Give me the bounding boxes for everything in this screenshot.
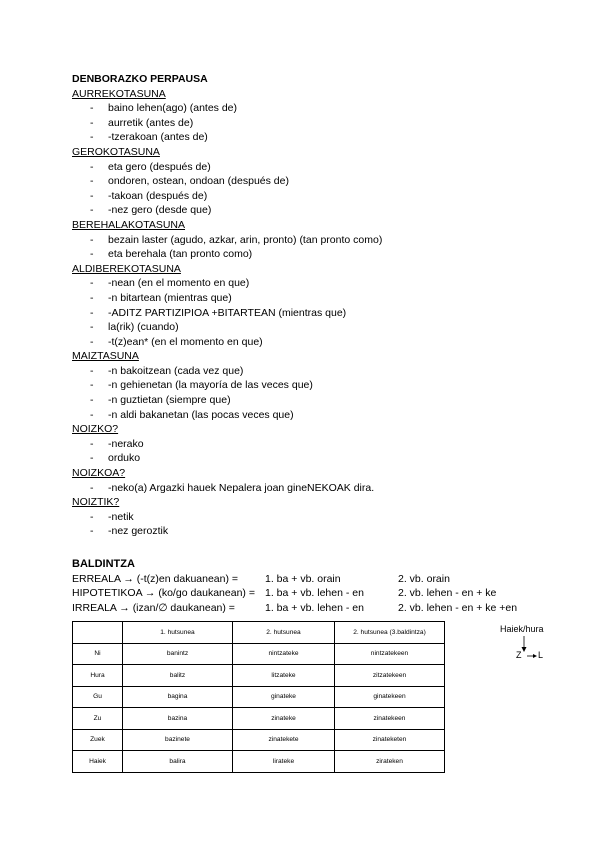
list-item: - -nerako <box>72 437 542 452</box>
section-noizkoa <box>72 466 542 495</box>
list-item: - -takoan (después de) <box>72 189 542 204</box>
list-item: - -n bitartean (mientras que) <box>72 291 542 306</box>
rule-first-clause: 1. ba + vb. lehen - en <box>265 601 364 614</box>
table-cell: zinatekeen <box>335 708 445 730</box>
list-item: - -n gehienetan (la mayoría de las veces que) <box>72 378 542 393</box>
table-header-cell: 2. hutsunea (3.baldintza) <box>335 622 445 644</box>
table-cell: zinatekete <box>233 729 335 751</box>
table-row <box>73 708 445 730</box>
section-aldiberekotasuna <box>72 262 542 350</box>
section-berehalakotasuna <box>72 218 542 262</box>
conjugation-table <box>72 621 445 773</box>
table-row <box>73 665 445 687</box>
table-row <box>73 729 445 751</box>
section-heading: NOIZKO? <box>72 423 119 436</box>
rule-row-hipotetikoa <box>72 586 542 601</box>
table-cell: balitz <box>123 665 233 687</box>
table-cell: Hura <box>73 665 123 687</box>
list-item: - baino lehen(ago) (antes de) <box>72 101 542 116</box>
section-heading: BEREHALAKOTASUNA <box>72 218 186 231</box>
table-cell: zirateken <box>335 751 445 773</box>
section-heading: MAIZTASUNA <box>72 350 139 363</box>
rule-row-irreala <box>72 601 542 616</box>
rule-second-clause: 2. vb. orain <box>398 572 450 585</box>
list-item: - -tzerakoan (antes de) <box>72 130 542 145</box>
hura-diagram <box>500 624 560 664</box>
rule-row-erreala <box>72 572 542 587</box>
list-item: - -ADITZ PARTIZIPIOA +BITARTEAN (mientras que) <box>72 306 542 321</box>
section-heading: AURREKOTASUNA <box>72 87 166 100</box>
table-header-cell: 1. hutsunea <box>123 622 233 644</box>
table-row <box>73 686 445 708</box>
table-cell: lirateke <box>233 751 335 773</box>
section-heading: ALDIBEREKOTASUNA <box>72 262 181 275</box>
list-item: - -netik <box>72 510 542 525</box>
section-maiztasuna <box>72 349 542 422</box>
table-row <box>73 643 445 665</box>
section-gerokotasuna <box>72 145 542 218</box>
table-cell: bagina <box>123 686 233 708</box>
list-item: - ondoren, ostean, ondoan (después de) <box>72 174 542 189</box>
list-item: - -n guztietan (siempre que) <box>72 393 542 408</box>
list-item: - -t(z)ean* (en el momento en que) <box>72 335 542 350</box>
section-aurrekotasuna <box>72 87 542 145</box>
rule-label: IRREALA → (izan/∅ daukanean) = <box>72 601 235 614</box>
list-item: - aurretik (antes de) <box>72 116 542 131</box>
list-item: - orduko <box>72 451 542 466</box>
denborazko-title: DENBORAZKO PERPAUSA <box>72 73 208 85</box>
list-item: - -n bakoitzean (cada vez que) <box>72 364 542 379</box>
list-item: - -n aldi bakanetan (las pocas veces que) <box>72 408 542 423</box>
list-item: - la(rik) (cuando) <box>72 320 542 335</box>
rule-second-clause: 2. vb. lehen - en + ke <box>398 587 497 600</box>
table-cell: nintzateke <box>233 643 335 665</box>
table-cell: Haiek <box>73 751 123 773</box>
diagram-left-label: Z <box>516 650 522 660</box>
diagram-right-label: L <box>538 650 544 660</box>
rule-label: ERREALA → (-t(z)en dakuanean) = <box>72 572 239 585</box>
table-cell: bazinete <box>123 729 233 751</box>
diagram-top-label: Haiek/hura <box>500 624 544 634</box>
list-item: - -nean (en el momento en que) <box>72 276 542 291</box>
rule-label: HIPOTETIKOA → (ko/go daukanean) = <box>72 587 255 600</box>
list-item: - bezain laster (agudo, azkar, arin, pronto) (tan pronto como) <box>72 233 542 248</box>
rule-first-clause: 1. ba + vb. orain <box>265 572 341 585</box>
list-item: - eta gero (después de) <box>72 160 542 175</box>
table-cell: Gu <box>73 686 123 708</box>
table-cell: Ni <box>73 643 123 665</box>
section-noiztik <box>72 495 542 539</box>
table-cell: nintzatekeen <box>335 643 445 665</box>
table-cell: Zuek <box>73 729 123 751</box>
table-cell: bazina <box>123 708 233 730</box>
table-cell: ginatekeen <box>335 686 445 708</box>
list-item: - -nez gero (desde que) <box>72 203 542 218</box>
list-item: - -nez geroztik <box>72 524 542 539</box>
table-cell: banintz <box>123 643 233 665</box>
table-cell: zinateketen <box>335 729 445 751</box>
table-cell: ginateke <box>233 686 335 708</box>
section-heading: GEROKOTASUNA <box>72 145 160 158</box>
table-cell: zinateke <box>233 708 335 730</box>
baldintza-title: BALDINTZA <box>72 558 135 570</box>
list-item: - eta berehala (tan pronto como) <box>72 247 542 262</box>
table-header-cell <box>73 622 123 644</box>
rule-second-clause: 2. vb. lehen - en + ke +en <box>398 601 518 614</box>
table-cell: zitzatekeen <box>335 665 445 687</box>
document-body <box>72 72 542 615</box>
rule-first-clause: 1. ba + vb. lehen - en <box>265 587 364 600</box>
table-cell: litzateke <box>233 665 335 687</box>
list-item: - -neko(a) Argazki hauek Nepalera joan gineNEKOAK dira. <box>72 481 542 496</box>
section-heading: NOIZTIK? <box>72 496 120 509</box>
section-noizko <box>72 422 542 466</box>
table-header-row <box>73 622 445 644</box>
table-cell: Zu <box>73 708 123 730</box>
table-row <box>73 751 445 773</box>
table-cell: balira <box>123 751 233 773</box>
table-header-cell: 2. hutsunea <box>233 622 335 644</box>
section-heading: NOIZKOA? <box>72 467 126 480</box>
